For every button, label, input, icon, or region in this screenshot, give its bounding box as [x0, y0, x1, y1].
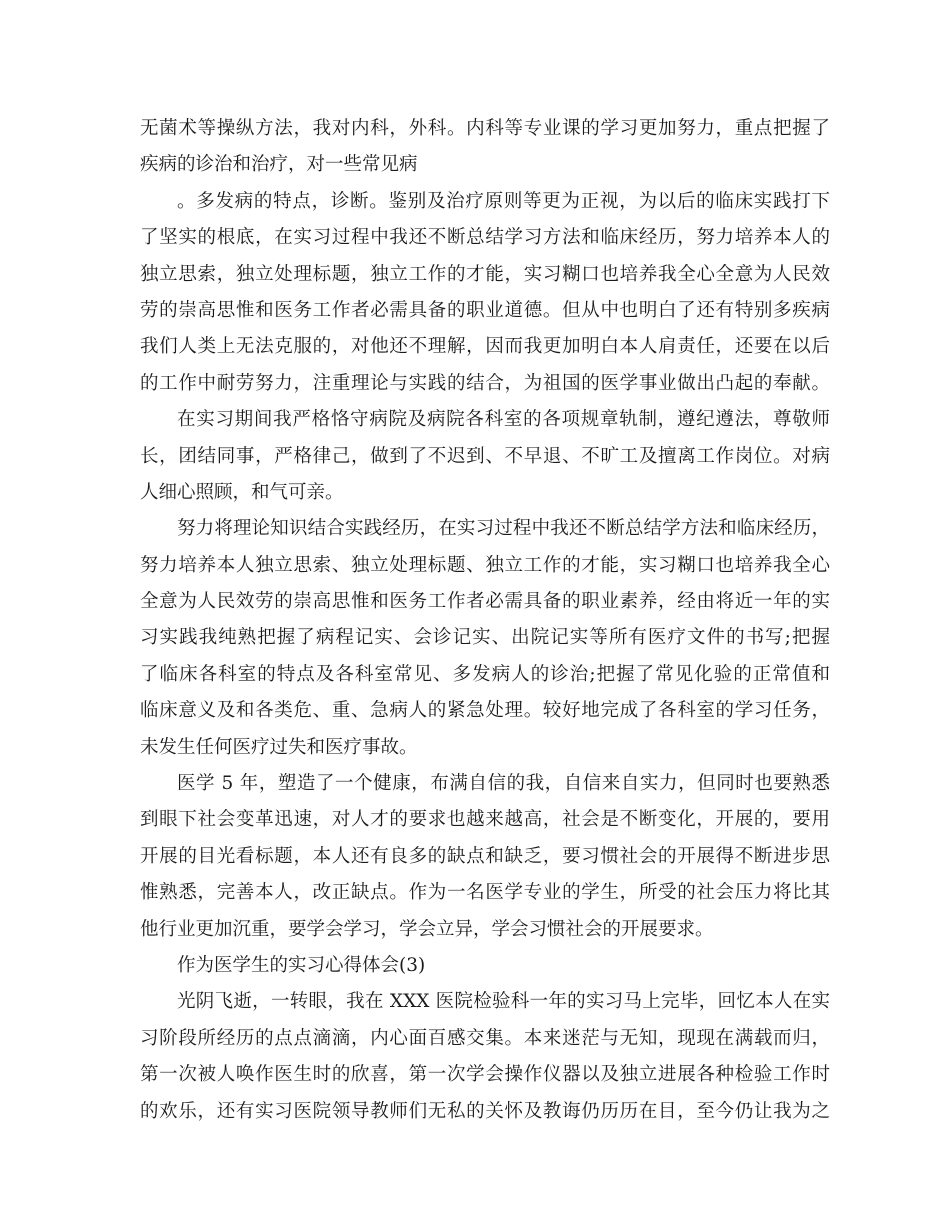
text-line: 到眼下社会变革迅速，对人才的要求也越来越高，社会是不断变化，开展的，要用 [140, 809, 830, 831]
text-line: 光阴飞逝，一转眼，我在 XXX 医院检验科一年的实习马上完毕，回忆本人在实 [177, 991, 830, 1013]
text-line: 努力培养本人独立思索、独立处理标题、独立工作的才能，实习糊口也培养我全心 [140, 554, 830, 576]
text-line: 临床意义及和各类危、重、急病人的紧急处理。较好地完成了各科室的学习任务， [140, 700, 830, 722]
text-line: 独立思索，独立处理标题，独立工作的才能，实习糊口也培养我全心全意为人民效 [140, 263, 830, 285]
text-line: 无菌术等操纵方法，我对内科，外科。内科等专业课的学习更加努力，重点把握了 [140, 118, 830, 139]
text-line: 作为医学生的实习心得体会(3) [177, 954, 426, 976]
text-line: 惟熟悉，完善本人，改正缺点。作为一名医学专业的学生，所受的社会压力将比其 [140, 882, 830, 904]
text-line: 开展的目光看标题，本人还有良多的缺点和缺乏，要习惯社会的开展得不断进步思 [140, 845, 830, 867]
text-line: 的欢乐，还有实习医院领导教师们无私的关怀及教诲仍历历在目，至今仍让我为之 [140, 1100, 830, 1122]
text-line: 第一次被人唤作医生时的欣喜，第一次学会操作仪器以及独立进展各种检验工作时 [140, 1064, 830, 1086]
text-line: 了坚实的根底，在实习过程中我还不断总结学习方法和临床经历，努力培养本人的 [140, 227, 830, 249]
text-line: 未发生任何医疗过失和医疗事故。 [140, 736, 418, 758]
text-line: 努力将理论知识结合实践经历，在实习过程中我还不断总结学方法和临床经历， [177, 518, 830, 540]
text-line: 长，团结同事，严格律己，做到了不迟到、不早退、不旷工及擅离工作岗位。对病 [140, 445, 830, 467]
text-line: 我们人类上无法克服的，对他还不理解，因而我更加明白本人肩责任，还要在以后 [140, 336, 830, 358]
text-line: 全意为人民效劳的崇高思惟和医务工作者必需具备的职业素养，经由将近一年的实 [140, 591, 830, 613]
text-line: 的工作中耐劳努力，注重理论与实践的结合，为祖国的医学事业做出凸起的奉献。 [140, 372, 830, 394]
text-line: 了临床各科室的特点及各科室常见、多发病人的诊治;把握了常见化验的正常值和 [140, 663, 830, 685]
text-line: 人细心照顾，和气可亲。 [140, 481, 344, 503]
text-line: 。多发病的特点，诊断。鉴别及治疗原则等更为正视，为以后的临床实践打下 [177, 190, 830, 212]
text-line: 习实践我纯熟把握了病程记实、会诊记实、出院记实等所有医疗文件的书写;把握 [140, 627, 830, 649]
text-line: 在实习期间我严格恪守病院及病院各科室的各项规章轨制，遵纪遵法，尊敬师 [177, 409, 830, 431]
text-line: 劳的崇高思惟和医务工作者必需具备的职业道德。但从中也明白了还有特别多疾病 [140, 299, 830, 321]
text-line: 疾病的诊治和治疗，对一些常见病 [140, 154, 418, 176]
text-line: 习阶段所经历的点点滴滴，内心面百感交集。本来迷茫与无知，现现在满载而归， [140, 1027, 830, 1049]
document-body [140, 111, 830, 1130]
text-line: 医学 5 年，塑造了一个健康，布满自信的我，自信来自实力，但同时也要熟悉 [177, 773, 830, 795]
text-line: 他行业更加沉重，要学会学习，学会立异，学会习惯社会的开展要求。 [140, 918, 714, 940]
